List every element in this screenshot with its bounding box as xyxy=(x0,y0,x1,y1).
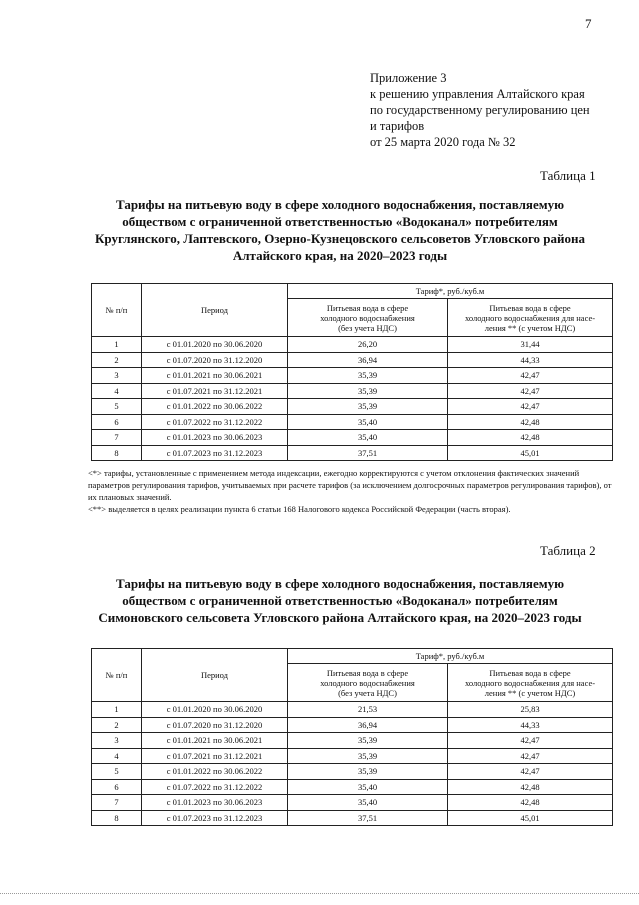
header-number: № п/п xyxy=(92,649,142,702)
row-tariff-no-vat: 35,39 xyxy=(288,733,448,749)
row-number: 7 xyxy=(92,430,142,446)
table-row xyxy=(92,764,613,780)
row-period: с 01.07.2023 по 31.12.2023 xyxy=(142,810,288,826)
row-number: 5 xyxy=(92,764,142,780)
appendix-line: от 25 марта 2020 года № 32 xyxy=(370,135,516,149)
row-tariff-no-vat: 35,40 xyxy=(288,795,448,811)
row-period: с 01.07.2022 по 31.12.2022 xyxy=(142,414,288,430)
appendix-line: к решению управления Алтайского края xyxy=(370,87,585,101)
header-line: Питьевая вода в сфере xyxy=(326,302,409,313)
row-tariff-no-vat: 36,94 xyxy=(288,717,448,733)
row-period: с 01.01.2022 по 30.06.2022 xyxy=(142,764,288,780)
table-row xyxy=(92,414,613,430)
row-tariff-vat: 45,01 xyxy=(448,445,613,461)
row-period: с 01.07.2023 по 31.12.2023 xyxy=(142,445,288,461)
tariff-table-1 xyxy=(91,283,613,461)
row-tariff-no-vat: 37,51 xyxy=(288,445,448,461)
header-water-no-vat xyxy=(288,664,448,702)
row-tariff-vat: 42,47 xyxy=(448,748,613,764)
table-row xyxy=(92,795,613,811)
row-tariff-no-vat: 35,40 xyxy=(288,779,448,795)
table-row xyxy=(92,748,613,764)
table-row xyxy=(92,717,613,733)
row-tariff-vat: 42,48 xyxy=(448,414,613,430)
header-line: Питьевая вода в сфере xyxy=(489,667,571,678)
row-tariff-vat: 44,33 xyxy=(448,352,613,368)
row-period: с 01.01.2023 по 30.06.2023 xyxy=(142,795,288,811)
row-period: с 01.01.2021 по 30.06.2021 xyxy=(142,368,288,384)
title-line: Симоновского сельсовета Угловского района Алтайского края, на 2020–2023 годы xyxy=(98,610,582,625)
row-number: 4 xyxy=(92,748,142,764)
row-tariff-vat: 31,44 xyxy=(448,337,613,353)
header-water-population-vat xyxy=(448,664,613,702)
title-line: Тарифы на питьевую воду в сфере холодного водоснабжения, поставляемую xyxy=(115,197,565,212)
table-row xyxy=(92,368,613,384)
row-period: с 01.07.2021 по 31.12.2021 xyxy=(142,383,288,399)
row-tariff-no-vat: 36,94 xyxy=(288,352,448,368)
row-number: 1 xyxy=(92,702,142,718)
row-period: с 01.01.2021 по 30.06.2021 xyxy=(142,733,288,749)
row-number: 3 xyxy=(92,368,142,384)
row-tariff-vat: 44,33 xyxy=(448,717,613,733)
table-row xyxy=(92,733,613,749)
footnotes xyxy=(88,467,618,515)
row-number: 3 xyxy=(92,733,142,749)
row-period: с 01.01.2023 по 30.06.2023 xyxy=(142,430,288,446)
row-number: 5 xyxy=(92,399,142,415)
header-tariff: Тариф*, руб./куб.м xyxy=(288,284,613,299)
row-tariff-vat: 25,83 xyxy=(448,702,613,718)
row-tariff-vat: 45,01 xyxy=(448,810,613,826)
table-row xyxy=(92,445,613,461)
row-number: 2 xyxy=(92,717,142,733)
title-line: обществом с ограниченной ответственностью «Водоканал» потребителям xyxy=(122,214,558,229)
table-row xyxy=(92,337,613,353)
header-period: Период xyxy=(142,649,288,702)
header-period: Период xyxy=(142,284,288,337)
appendix-line: по государственному регулированию цен xyxy=(370,103,590,117)
row-tariff-vat: 42,47 xyxy=(448,399,613,415)
row-tariff-no-vat: 35,39 xyxy=(288,399,448,415)
row-tariff-no-vat: 26,20 xyxy=(288,337,448,353)
table-row xyxy=(92,702,613,718)
header-line: холодного водоснабжения xyxy=(320,677,415,688)
tariff-table-2 xyxy=(91,648,613,826)
appendix-block xyxy=(370,70,590,150)
row-period: с 01.07.2020 по 31.12.2020 xyxy=(142,352,288,368)
page-number: 7 xyxy=(585,16,592,31)
footnote-1: <*> тарифы, установленные с применением метода индексации, ежегодно корректируются с учетом отклонения фактических значений параметров регулирования тарифов, учитываемых при расчете тарифов (за исключением долгосрочных параметров регулирования тарифов), от их плановых значений. xyxy=(88,468,612,502)
row-tariff-no-vat: 37,51 xyxy=(288,810,448,826)
row-tariff-vat: 42,47 xyxy=(448,368,613,384)
footer-divider xyxy=(0,893,639,894)
row-period: с 01.07.2020 по 31.12.2020 xyxy=(142,717,288,733)
header-line: Питьевая вода в сфере xyxy=(489,302,571,313)
row-number: 8 xyxy=(92,810,142,826)
row-number: 6 xyxy=(92,414,142,430)
row-number: 1 xyxy=(92,337,142,353)
header-line: ления ** (с учетом НДС) xyxy=(484,687,576,698)
row-period: с 01.01.2020 по 30.06.2020 xyxy=(142,337,288,353)
table-row xyxy=(92,779,613,795)
row-number: 8 xyxy=(92,445,142,461)
row-tariff-no-vat: 35,39 xyxy=(288,764,448,780)
row-period: с 01.07.2022 по 31.12.2022 xyxy=(142,779,288,795)
row-period: с 01.07.2021 по 31.12.2021 xyxy=(142,748,288,764)
title-line: Тарифы на питьевую воду в сфере холодного водоснабжения, поставляемую xyxy=(115,576,565,591)
row-tariff-vat: 42,47 xyxy=(448,733,613,749)
row-number: 7 xyxy=(92,795,142,811)
table-1-label: Таблица 1 xyxy=(540,168,596,183)
appendix-line: Приложение 3 xyxy=(370,71,447,85)
row-tariff-no-vat: 35,39 xyxy=(288,748,448,764)
row-tariff-vat: 42,48 xyxy=(448,779,613,795)
table-row xyxy=(92,810,613,826)
row-tariff-no-vat: 35,40 xyxy=(288,414,448,430)
table-row xyxy=(92,399,613,415)
row-number: 2 xyxy=(92,352,142,368)
row-tariff-vat: 42,48 xyxy=(448,795,613,811)
row-period: с 01.01.2020 по 30.06.2020 xyxy=(142,702,288,718)
header-line: холодного водоснабжения xyxy=(320,312,415,323)
table-row xyxy=(92,352,613,368)
header-line: (без учета НДС) xyxy=(338,322,397,333)
header-line: холодного водоснабжения для насе- xyxy=(464,312,596,323)
title-line: Алтайского края, на 2020–2023 годы xyxy=(232,248,448,263)
header-number: № п/п xyxy=(92,284,142,337)
row-tariff-vat: 42,48 xyxy=(448,430,613,446)
appendix-line: и тарифов xyxy=(370,119,425,133)
row-number: 6 xyxy=(92,779,142,795)
row-number: 4 xyxy=(92,383,142,399)
table-2-label: Таблица 2 xyxy=(540,543,596,558)
header-water-no-vat xyxy=(288,299,448,337)
header-line: ления ** (с учетом НДС) xyxy=(484,322,576,333)
header-line: (без учета НДС) xyxy=(338,687,397,698)
table-row xyxy=(92,430,613,446)
table-row xyxy=(92,383,613,399)
row-tariff-no-vat: 35,39 xyxy=(288,368,448,384)
table-1-title xyxy=(60,196,620,264)
table-2-title xyxy=(60,575,620,626)
row-tariff-no-vat: 35,39 xyxy=(288,383,448,399)
row-tariff-vat: 42,47 xyxy=(448,764,613,780)
header-line: холодного водоснабжения для насе- xyxy=(464,677,596,688)
row-tariff-vat: 42,47 xyxy=(448,383,613,399)
footnote-2: <**> выделяется в целях реализации пункта 6 статьи 168 Налогового кодекса Российской Федерации (часть вторая). xyxy=(88,504,511,514)
header-water-population-vat xyxy=(448,299,613,337)
row-tariff-no-vat: 21,53 xyxy=(288,702,448,718)
row-tariff-no-vat: 35,40 xyxy=(288,430,448,446)
header-line: Питьевая вода в сфере xyxy=(326,667,409,678)
title-line: обществом с ограниченной ответственностью «Водоканал» потребителям xyxy=(122,593,558,608)
row-period: с 01.01.2022 по 30.06.2022 xyxy=(142,399,288,415)
header-tariff: Тариф*, руб./куб.м xyxy=(288,649,613,664)
title-line: Круглянского, Лаптевского, Озерно-Кузнецовского сельсоветов Угловского района xyxy=(95,231,585,246)
